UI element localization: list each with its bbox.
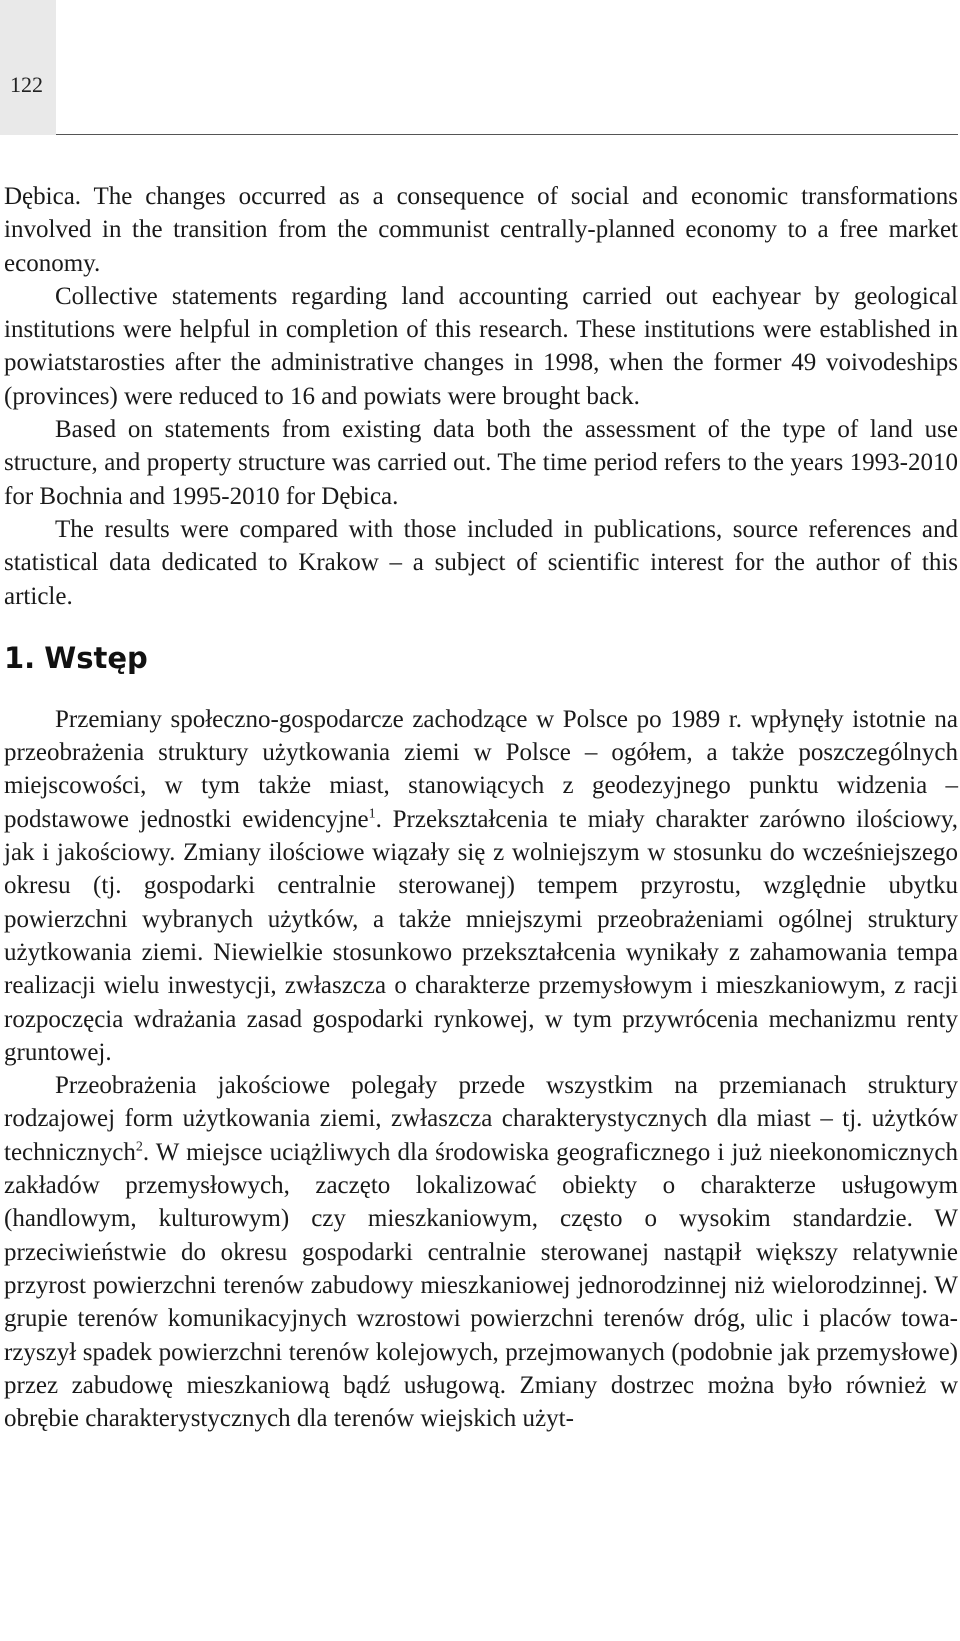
page-number-box <box>0 0 56 135</box>
body-paragraph-1-text-a: Przemiany społeczno-gospodarcze zachodzące w Polsce po 1989 r. wpłynęły istotnie na przeobrażenia struktury użytkowania ziemi w Polsce – ogółem, a także poszczególnych miejscowości, w tym także miast, stanowiących z geodezyjnego punktu widzenia – podstawowe jednostki ewidencyjne <box>4 705 958 833</box>
footnote-ref-1: 1 <box>368 806 376 822</box>
body-paragraph-1-text-b: . Przekształcenia te miały charakter zarówno ilościowy, jak i jakościowy. Zmiany ilościowe wiązały się z wolniejszym w stosunku do wcześniejszego okresu (tj. gospodarki centralnie sterowanej) tempem przyrostu, względnie ubytku powierzchni wybranych użytków, a także mniejszymi przeobrażeniami ogólnej struktury użytkowania ziemi. Niewielkie stosunkowo przekształcenia wynikały z zahamowania tempa realizacji wielu inwestycji, zwłaszcza o charakterze przemysłowym i mieszkaniowym, z racji rozpoczęcia wdrażania zasad gospodarki rynkowej, w tym przywrócenia mechanizmu renty gruntowej. <box>4 805 958 1066</box>
section-title: Wstęp <box>44 640 148 675</box>
intro-paragraph-4: The results were compared with those included in publications, source references and statistical data dedicated to Krakow – a subject of scientific interest for the author of this article. <box>4 515 958 610</box>
page-number: 122 <box>10 72 43 97</box>
intro-paragraph-1: Dębica. The changes occurred as a consequence of social and economic transformations involved in the transition from the communist centrally-planned economy to a free market economy. <box>4 183 958 277</box>
section-heading <box>4 638 958 678</box>
intro-paragraph-2: Collective statements regarding land accounting carried out eachyear by geological institutions were helpful in completion of this research. These institutions were established in powiatstarosties after the administrative changes in 1998, when the former 49 voivodeships (provinces) were reduced to 16 and powiats were brought back. <box>4 282 958 410</box>
intro-paragraph-3: Based on statements from existing data both the assessment of the type of land use structure, and property structure was carried out. The time period refers to the years 1993-2010 for Bochnia and 1995-2010 for Dębica. <box>4 416 958 510</box>
body-paragraph-2-text-a: Przeobrażenia jakościowe polegały przede wszystkim na przemianach struktury rodzajowej form użytkowania ziemi, zwłaszcza charakterystycznych dla miast – tj. użytków technicznych <box>4 1072 958 1166</box>
page-content <box>4 180 958 1435</box>
body-paragraph-2-text-b: . W miejsce uciążliwych dla środowiska geograficznego i już nieekonomicznych zakładów przemysłowych, zaczęto lokalizować obiekty o charakterze usługowym (handlowym, kulturowym) czy mieszkaniowym, często o wysokim standardzie. W przeciwieństwie do okresu gospodarki centralnie sterowanej nastąpił większy relatywnie przyrost powierzchni terenów zabudowy mieszkaniowej jednorodzinnej niż wielorodzinnej. W grupie terenów komunikacyjnych wzrostowi powierzchni terenów dróg, ulic i placów towarzyszył spadek powierzchni terenów kolejowych, przejmowanych (podobnie jak przemysłowe) przez zabudowę mieszkaniową bądź usługową. Zmiany dostrzec można było również w obrębie charakterystycznych dla terenów wiejskich użyt- <box>4 1138 958 1433</box>
footnote-ref-2: 2 <box>135 1139 143 1155</box>
body-paragraph-2 <box>4 1069 958 1435</box>
section-number: 1. <box>4 640 36 675</box>
body-paragraph-1 <box>4 703 958 1069</box>
header-rule <box>56 134 958 135</box>
